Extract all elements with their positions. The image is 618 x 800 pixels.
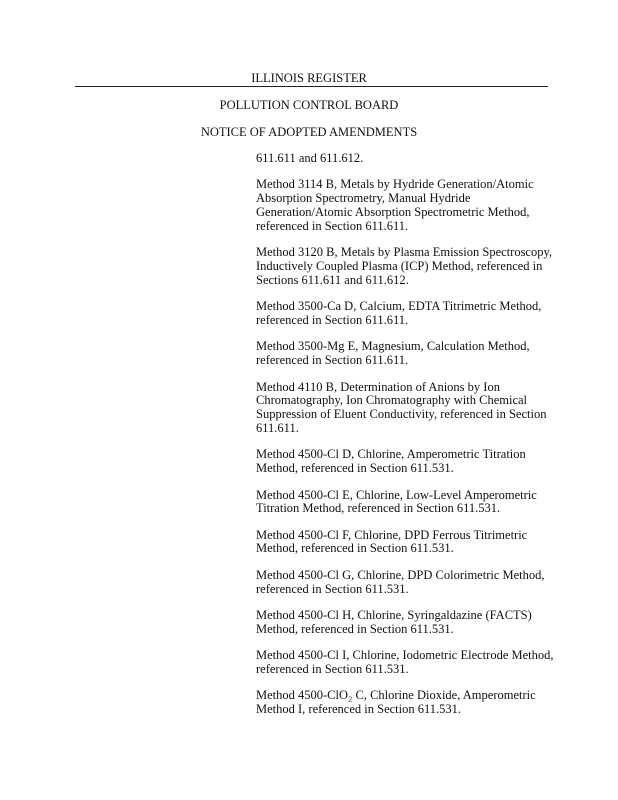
paragraph: 611.611 and 611.612. [256,151,364,165]
paragraph: Method 4500-Cl I, Chlorine, Iodometric Electrode Method, referenced in Section 611.531. [256,648,554,677]
notice-title: NOTICE OF ADOPTED AMENDMENTS [200,125,418,139]
paragraph: Method 4500-Cl D, Chlorine, Amperometric Titration Method, referenced in Section 611.531. [256,447,526,476]
paragraph: Method 4500-ClO₂ C, Chlorine Dioxide, Amperometric Method I, referenced in Section 611.531. [256,688,536,717]
paragraph: Method 3500-Ca D, Calcium, EDTA Titrimetric Method, referenced in Section 611.611. [256,299,542,327]
register-title: ILLINOIS REGISTER [251,71,367,85]
board-title: POLLUTION CONTROL BOARD [219,98,399,112]
paragraph: Method 4500-Cl F, Chlorine, DPD Ferrous Titrimetric Method, referenced in Section 611.531. [256,527,528,556]
paragraph: Method 4500-Cl G, Chlorine, DPD Colorimetric Method, referenced in Section 611.531. [256,567,545,596]
paragraph: Method 4500-Cl E, Chlorine, Low-Level Amperometric Titration Method, referenced in Section 611.531. [256,487,537,516]
paragraph: Method 3500-Mg E, Magnesium, Calculation Method, referenced in Section 611.611. [256,339,530,368]
paragraph: Method 3114 B, Metals by Hydride Generation/Atomic Absorption Spectrometry, Manual Hydride Generation/Atomic Absorption Spectrometric Method, referenced in Section 611.611. [256,177,534,233]
paragraph: Method 3120 B, Metals by Plasma Emission Spectroscopy, Inductively Coupled Plasma (ICP) Method, referenced in Sections 611.611 and 611.612. [256,245,553,287]
document-body [256,152,556,730]
paragraph: Method 4110 B, Determination of Anions by Ion Chromatography, Ion Chromatography with Chemical Suppression of Eluent Conductivity, referenced in Section 611.611. [256,379,547,435]
header-rule [75,86,548,87]
paragraph: Method 4500-Cl H, Chlorine, Syringaldazine (FACTS) Method, referenced in Section 611.531. [256,608,532,636]
